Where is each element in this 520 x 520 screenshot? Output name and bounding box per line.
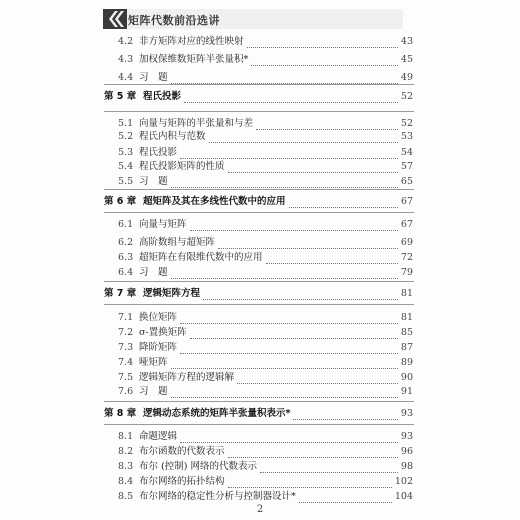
- page-ref: 91: [400, 386, 413, 397]
- chapter-label: 第 8 章: [104, 408, 137, 419]
- section-title: 习 题: [139, 176, 168, 187]
- section-title: 程氏投影: [139, 147, 178, 158]
- page-ref: 93: [400, 431, 413, 442]
- section-title: 习 题: [139, 72, 168, 83]
- toc-section-entry[interactable]: [0, 35, 520, 49]
- section-divider: [104, 189, 414, 190]
- page-ref: 49: [400, 72, 413, 83]
- section-number: 4.4: [118, 72, 134, 83]
- section-number: 5.3: [118, 147, 134, 158]
- dot-leader: [171, 270, 398, 279]
- dot-leader: [228, 164, 398, 173]
- dot-leader: [171, 360, 398, 369]
- section-number: 6.3: [118, 252, 134, 263]
- section-number: 5.1: [118, 118, 134, 129]
- section-title: 习 题: [139, 267, 168, 278]
- dot-leader: [237, 375, 398, 384]
- section-number: 6.4: [118, 267, 134, 278]
- dot-leader: [180, 315, 398, 324]
- page-ref: 52: [400, 118, 413, 129]
- toc-section-entry[interactable]: [0, 445, 520, 459]
- toc-section-entry[interactable]: [0, 460, 520, 474]
- page-ref: 104: [394, 491, 413, 502]
- dot-leader: [209, 134, 398, 143]
- section-divider: [104, 401, 414, 402]
- dot-leader: [256, 121, 398, 130]
- section-divider: [104, 281, 414, 282]
- section-title: 习 题: [139, 386, 168, 397]
- toc-section-entry[interactable]: [0, 266, 520, 280]
- toc-section-entry[interactable]: [0, 385, 520, 399]
- section-title: 程氏内积与范数: [139, 131, 206, 142]
- dot-leader: [251, 57, 398, 66]
- toc-section-entry[interactable]: [0, 130, 520, 144]
- page-ref: 81: [400, 312, 413, 323]
- dot-leader: [180, 150, 398, 159]
- toc-section-entry[interactable]: [0, 430, 520, 444]
- section-number: 5.2: [118, 131, 134, 142]
- chapter-title: 逻辑矩阵方程: [143, 288, 201, 299]
- dot-leader: [299, 494, 392, 503]
- toc-chapter-entry[interactable]: [0, 287, 520, 301]
- toc-section-entry[interactable]: [0, 490, 520, 504]
- dot-leader: [180, 434, 398, 443]
- section-number: 8.3: [118, 461, 134, 472]
- chapter-title: 超矩阵及其在多线性代数中的应用: [143, 196, 286, 207]
- page-number: 2: [256, 504, 264, 515]
- dot-leader: [171, 75, 398, 84]
- section-divider: [104, 212, 414, 213]
- running-header: [103, 9, 403, 29]
- page-ref: 69: [400, 237, 413, 248]
- dot-leader: [171, 179, 398, 188]
- toc-chapter-entry[interactable]: [0, 90, 520, 104]
- section-number: 8.1: [118, 431, 134, 442]
- dot-leader: [247, 39, 398, 48]
- dot-leader: [190, 330, 398, 339]
- toc-section-entry[interactable]: [0, 71, 520, 85]
- section-number: 6.1: [118, 219, 134, 230]
- chapter-label: 第 6 章: [104, 196, 137, 207]
- page-ref: 79: [400, 267, 413, 278]
- dot-leader: [260, 464, 398, 473]
- page-ref: 102: [394, 476, 413, 487]
- toc-section-entry[interactable]: [0, 146, 520, 160]
- toc-chapter-entry[interactable]: [0, 407, 520, 421]
- chapter-label: 第 7 章: [104, 288, 137, 299]
- section-title: 布尔 (控制) 网络的代数表示: [139, 461, 257, 472]
- section-title: 降阶矩阵: [139, 342, 178, 353]
- toc-section-entry[interactable]: [0, 117, 520, 131]
- section-number: 8.2: [118, 446, 134, 457]
- toc-section-entry[interactable]: [0, 175, 520, 189]
- section-number: 4.2: [118, 36, 134, 47]
- section-number: 7.5: [118, 372, 134, 383]
- toc-chapter-entry[interactable]: [0, 195, 520, 209]
- section-title: 加权保维数矩阵半张量积*: [139, 54, 249, 65]
- page-ref: 89: [400, 357, 413, 368]
- dot-leader: [171, 389, 398, 398]
- toc-section-entry[interactable]: [0, 356, 520, 370]
- page-ref: 93: [400, 408, 413, 419]
- page-ref: 98: [400, 461, 413, 472]
- page-ref: 81: [400, 288, 413, 299]
- dot-leader: [228, 449, 398, 458]
- page-ref: 72: [400, 252, 413, 263]
- dot-leader: [218, 240, 398, 249]
- toc-section-entry[interactable]: [0, 341, 520, 355]
- page-ref: 54: [400, 147, 413, 158]
- dot-leader: [203, 291, 398, 300]
- section-title: σ-置换矩阵: [139, 327, 187, 338]
- section-number: 7.1: [118, 312, 134, 323]
- page-ref: 53: [400, 131, 413, 142]
- section-title: 命题逻辑: [139, 431, 178, 442]
- section-title: 布尔网络的拓扑结构: [139, 476, 225, 487]
- section-title: 布尔网络的稳定性分析与控制器设计*: [139, 491, 296, 502]
- toc-section-entry[interactable]: [0, 326, 520, 340]
- section-title: 向量与矩阵: [139, 219, 187, 230]
- dot-leader: [293, 411, 398, 420]
- page-ref: 87: [400, 342, 413, 353]
- toc-section-entry[interactable]: [0, 236, 520, 250]
- dot-leader: [184, 94, 398, 103]
- chapter-title: 程氏投影: [143, 91, 182, 102]
- section-title: 哑矩阵: [139, 357, 168, 368]
- section-title: 超矩阵在有限维代数中的应用: [139, 252, 263, 263]
- page-ref: 57: [400, 161, 413, 172]
- section-title: 布尔函数的代数表示: [139, 446, 225, 457]
- toc-section-entry[interactable]: [0, 160, 520, 174]
- page-ref: 45: [400, 54, 413, 65]
- section-title: 非方矩阵对应的线性映射: [139, 36, 244, 47]
- section-title: 程氏投影矩阵的性质: [139, 161, 225, 172]
- book-logo-icon: [103, 9, 127, 29]
- section-number: 7.4: [118, 357, 134, 368]
- section-number: 7.6: [118, 386, 134, 397]
- dot-leader: [266, 255, 398, 264]
- section-number: 4.3: [118, 54, 134, 65]
- section-divider: [104, 424, 414, 425]
- section-title: 向量与矩阵的半张量和与差: [139, 118, 254, 129]
- toc-section-entry[interactable]: [0, 218, 520, 232]
- toc-section-entry[interactable]: [0, 251, 520, 265]
- page-ref: 52: [400, 91, 413, 102]
- dot-leader: [289, 199, 398, 208]
- section-number: 5.5: [118, 176, 134, 187]
- chapter-label: 第 5 章: [104, 91, 137, 102]
- dot-leader: [190, 222, 398, 231]
- section-number: 7.3: [118, 342, 134, 353]
- section-number: 8.4: [118, 476, 134, 487]
- page-ref: 90: [400, 372, 413, 383]
- page-ref: 85: [400, 327, 413, 338]
- section-number: 7.2: [118, 327, 134, 338]
- toc-section-entry[interactable]: [0, 371, 520, 385]
- page-ref: 96: [400, 446, 413, 457]
- section-number: 8.5: [118, 491, 134, 502]
- section-divider: [104, 304, 414, 305]
- page-ref: 43: [400, 36, 413, 47]
- section-divider: [104, 111, 414, 112]
- book-title: 矩阵代数前沿选讲: [128, 14, 220, 27]
- page-ref: 67: [400, 219, 413, 230]
- section-title: 逻辑矩阵方程的逻辑解: [139, 372, 235, 383]
- toc-section-entry[interactable]: [0, 53, 520, 67]
- page-ref: 65: [400, 176, 413, 187]
- toc-section-entry[interactable]: [0, 475, 520, 489]
- dot-leader: [180, 345, 398, 354]
- dot-leader: [228, 479, 392, 488]
- section-title: 换位矩阵: [139, 312, 178, 323]
- section-title: 高阶数组与超矩阵: [139, 237, 216, 248]
- toc-section-entry[interactable]: [0, 311, 520, 325]
- page-ref: 67: [400, 196, 413, 207]
- section-number: 6.2: [118, 237, 134, 248]
- chapter-title: 逻辑动态系统的矩阵半张量积表示*: [143, 408, 291, 419]
- section-number: 5.4: [118, 161, 134, 172]
